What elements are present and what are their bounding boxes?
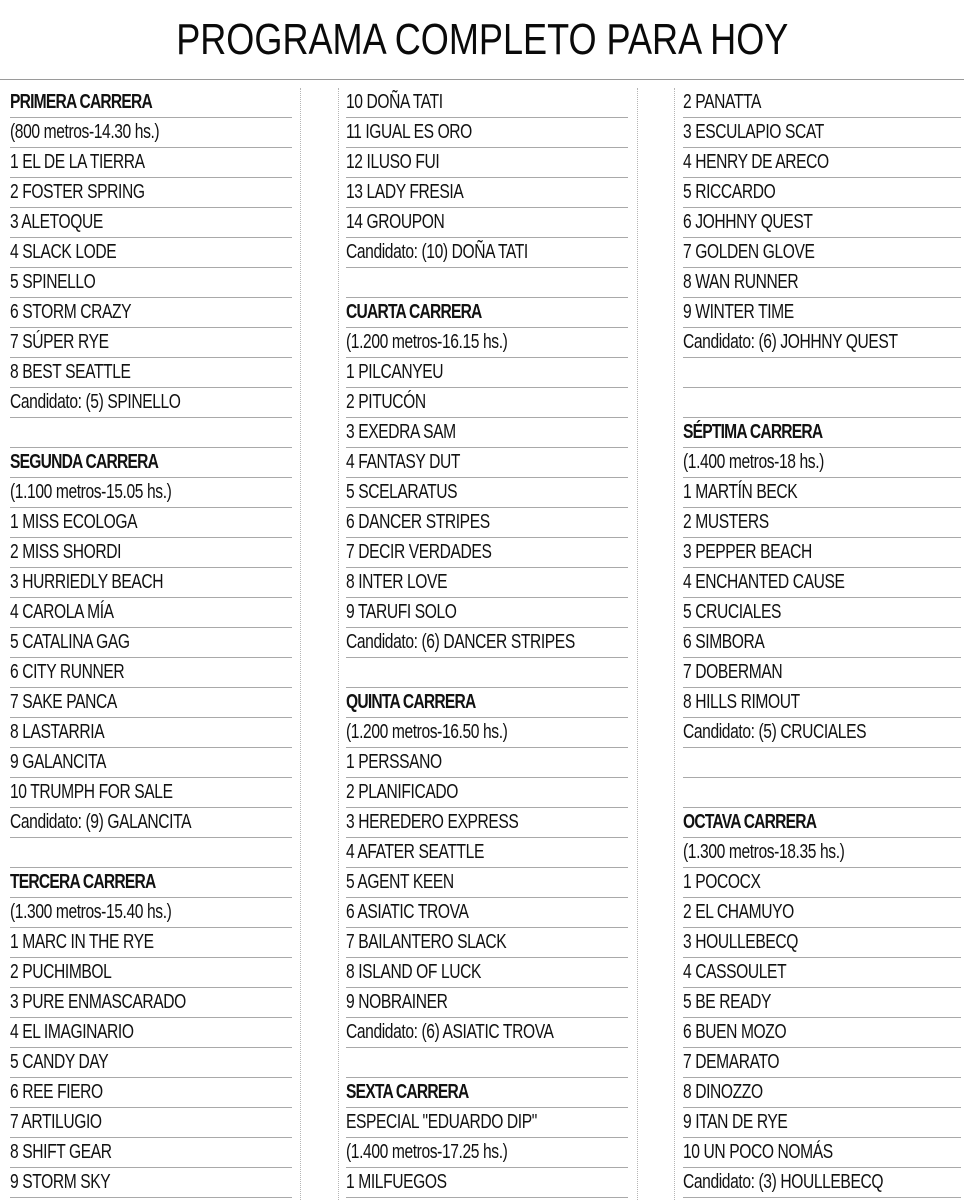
candidate-line (10, 388, 292, 418)
race-details (10, 118, 292, 148)
candidate-line-text: Candidato: (6) DANCER STRIPES (346, 631, 575, 653)
blank-row (683, 778, 961, 808)
entry-row (10, 238, 292, 268)
entry-row (683, 298, 961, 328)
entry-row-text: 6 BUEN MOZO (683, 1021, 787, 1043)
column-divider (637, 88, 638, 1200)
entry-row (10, 988, 292, 1018)
column-divider (674, 88, 675, 1200)
candidate-line (346, 238, 628, 268)
candidate-line (683, 1168, 961, 1198)
entry-row (346, 508, 628, 538)
column-divider (300, 88, 301, 1200)
race-details (10, 898, 292, 928)
entry-row (346, 988, 628, 1018)
entry-row-text: 3 HOULLEBECQ (683, 931, 798, 953)
entry-row (10, 208, 292, 238)
entry-row (10, 1108, 292, 1138)
entry-row-text: 1 MARC IN THE RYE (10, 931, 154, 953)
entry-row (10, 508, 292, 538)
entry-row (10, 1048, 292, 1078)
blank-row (346, 658, 628, 688)
entry-row (346, 568, 628, 598)
entry-row (683, 268, 961, 298)
entry-row (683, 508, 961, 538)
race-details-text: (1.400 metros-17.25 hs.) (346, 1141, 508, 1163)
entry-row (346, 808, 628, 838)
entry-row-text: 4 HENRY DE ARECO (683, 151, 829, 173)
race-heading (10, 868, 292, 898)
entry-row (683, 658, 961, 688)
entry-row (10, 718, 292, 748)
entry-row-text: 6 STORM CRAZY (10, 301, 132, 323)
race-heading-text: SEXTA CARRERA (346, 1081, 469, 1103)
entry-row (346, 868, 628, 898)
blank-row (346, 1048, 628, 1078)
race-heading (683, 418, 961, 448)
entry-row (10, 358, 292, 388)
entry-row (683, 88, 961, 118)
entry-row (346, 118, 628, 148)
entry-row-text: 6 CITY RUNNER (10, 661, 125, 683)
race-details-text: (1.300 metros-18.35 hs.) (683, 841, 845, 863)
entry-row (346, 1108, 628, 1138)
program-column-2 (346, 88, 628, 1198)
entry-row (346, 538, 628, 568)
entry-row-text: 2 MUSTERS (683, 511, 769, 533)
entry-row-text: 9 TARUFI SOLO (346, 601, 457, 623)
entry-row (10, 268, 292, 298)
entry-row-text: 4 CAROLA MÍA (10, 601, 114, 623)
race-details (346, 328, 628, 358)
entry-row (10, 628, 292, 658)
entry-row (683, 958, 961, 988)
entry-row (683, 238, 961, 268)
entry-row-text: 5 CATALINA GAG (10, 631, 130, 653)
race-details (346, 1138, 628, 1168)
candidate-line (10, 808, 292, 838)
entry-row (683, 478, 961, 508)
entry-row (10, 148, 292, 178)
entry-row-text: 2 PITUCÓN (346, 391, 426, 413)
entry-row (683, 178, 961, 208)
entry-row-text: 8 BEST SEATTLE (10, 361, 131, 383)
entry-row (683, 1018, 961, 1048)
entry-row (346, 958, 628, 988)
entry-row-text: 3 ALETOQUE (10, 211, 103, 233)
page-title-bar (0, 0, 964, 80)
entry-row (346, 928, 628, 958)
blank-row (683, 748, 961, 778)
entry-row-text: 9 GALANCITA (10, 751, 106, 773)
entry-row (683, 688, 961, 718)
entry-row-text: 5 SPINELLO (10, 271, 96, 293)
candidate-line (683, 328, 961, 358)
entry-row-text: 2 PLANIFICADO (346, 781, 458, 803)
entry-row (10, 1078, 292, 1108)
entry-row-text: 7 GOLDEN GLOVE (683, 241, 815, 263)
entry-row (10, 178, 292, 208)
candidate-line-text: Candidato: (9) GALANCITA (10, 811, 192, 833)
program-column-3 (683, 88, 961, 1198)
entry-row-text: 1 PILCANYEU (346, 361, 444, 383)
race-heading (10, 448, 292, 478)
race-details (683, 838, 961, 868)
entry-row (10, 1168, 292, 1198)
entry-row-text: 3 PURE ENMASCARADO (10, 991, 186, 1013)
entry-row-text: 2 MISS SHORDI (10, 541, 122, 563)
race-details (683, 448, 961, 478)
entry-row (346, 748, 628, 778)
entry-row (683, 988, 961, 1018)
entry-row (683, 1138, 961, 1168)
entry-row (683, 898, 961, 928)
entry-row (10, 328, 292, 358)
entry-row-text: 2 FOSTER SPRING (10, 181, 145, 203)
entry-row (683, 568, 961, 598)
entry-row (683, 148, 961, 178)
entry-row-text: 6 ASIATIC TROVA (346, 901, 469, 923)
entry-row (346, 388, 628, 418)
entry-row-text: 4 AFATER SEATTLE (346, 841, 484, 863)
candidate-line-text: Candidato: (5) CRUCIALES (683, 721, 867, 743)
entry-row (346, 358, 628, 388)
race-heading (346, 688, 628, 718)
entry-row (683, 868, 961, 898)
entry-row (346, 208, 628, 238)
entry-row-text: 8 HILLS RIMOUT (683, 691, 800, 713)
entry-row (346, 178, 628, 208)
race-details-text: (1.300 metros-15.40 hs.) (10, 901, 172, 923)
candidate-line-text: Candidato: (10) DOÑA TATI (346, 241, 528, 263)
race-details (346, 718, 628, 748)
entry-row-text: 6 JOHHNY QUEST (683, 211, 813, 233)
entry-row (683, 118, 961, 148)
page-title: PROGRAMA COMPLETO PARA HOY (175, 14, 789, 64)
entry-row (346, 838, 628, 868)
entry-row (10, 538, 292, 568)
entry-row-text: 7 DEMARATO (683, 1051, 780, 1073)
race-heading (346, 298, 628, 328)
entry-row-text: 1 MILFUEGOS (346, 1171, 447, 1193)
entry-row-text: 7 ARTILUGIO (10, 1111, 102, 1133)
entry-row-text: 1 EL DE LA TIERRA (10, 151, 145, 173)
entry-row-text: 3 HURRIEDLY BEACH (10, 571, 164, 593)
entry-row-text: 1 POCOCX (683, 871, 761, 893)
entry-row-text: 5 SCELARATUS (346, 481, 458, 503)
entry-row-text: 2 EL CHAMUYO (683, 901, 794, 923)
entry-row (346, 898, 628, 928)
entry-row-text: 6 DANCER STRIPES (346, 511, 490, 533)
entry-row-text: 8 SHIFT GEAR (10, 1141, 112, 1163)
entry-row-text: 9 NOBRAINER (346, 991, 448, 1013)
entry-row-text: 10 UN POCO NOMÁS (683, 1141, 833, 1163)
entry-row (10, 598, 292, 628)
candidate-line (683, 718, 961, 748)
entry-row-text: 4 FANTASY DUT (346, 451, 460, 473)
entry-row (683, 598, 961, 628)
race-details-text: (1.100 metros-15.05 hs.) (10, 481, 172, 503)
entry-row (346, 478, 628, 508)
entry-row-text: 3 PEPPER BEACH (683, 541, 812, 563)
entry-row (10, 748, 292, 778)
entry-row-text: 5 RICCARDO (683, 181, 776, 203)
entry-row-text: 9 WINTER TIME (683, 301, 794, 323)
entry-row-text: 11 IGUAL ES ORO (346, 121, 472, 143)
entry-row-text: 7 SAKE PANCA (10, 691, 117, 713)
entry-row-text: 3 EXEDRA SAM (346, 421, 456, 443)
entry-row-text: 7 DOBERMAN (683, 661, 783, 683)
entry-row (683, 928, 961, 958)
candidate-line-text: Candidato: (3) HOULLEBECQ (683, 1171, 884, 1193)
entry-row-text: 4 EL IMAGINARIO (10, 1021, 134, 1043)
entry-row-text: 6 REE FIERO (10, 1081, 103, 1103)
entry-row-text: 5 CANDY DAY (10, 1051, 109, 1073)
entry-row (346, 88, 628, 118)
column-divider (338, 88, 339, 1200)
entry-row-text: 13 LADY FRESIA (346, 181, 464, 203)
entry-row (683, 538, 961, 568)
race-heading (346, 1078, 628, 1108)
entry-row-text: 8 ISLAND OF LUCK (346, 961, 482, 983)
entry-row (10, 928, 292, 958)
entry-row (346, 598, 628, 628)
entry-row-text: 3 HEREDERO EXPRESS (346, 811, 519, 833)
race-details-text: (1.200 metros-16.50 hs.) (346, 721, 508, 743)
entry-row-text: 8 WAN RUNNER (683, 271, 799, 293)
entry-row (346, 448, 628, 478)
entry-row-text: 3 ESCULAPIO SCAT (683, 121, 824, 143)
candidate-line-text: Candidato: (6) JOHHNY QUEST (683, 331, 898, 353)
entry-row-text: 2 PUCHIMBOL (10, 961, 112, 983)
entry-row (10, 958, 292, 988)
entry-row-text: 1 MARTÍN BECK (683, 481, 798, 503)
entry-row-text: 4 SLACK LODE (10, 241, 117, 263)
entry-row-text: 4 ENCHANTED CAUSE (683, 571, 845, 593)
entry-row-text: 9 STORM SKY (10, 1171, 111, 1193)
race-heading (683, 808, 961, 838)
entry-row-text: 14 GROUPON (346, 211, 445, 233)
entry-row (346, 148, 628, 178)
race-heading-text: QUINTA CARRERA (346, 691, 476, 713)
race-heading-text: PRIMERA CARRERA (10, 91, 152, 113)
entry-row-text: 7 BAILANTERO SLACK (346, 931, 507, 953)
entry-row-text: 8 INTER LOVE (346, 571, 448, 593)
race-details-text: (800 metros-14.30 hs.) (10, 121, 160, 143)
race-details-text: (1.400 metros-18 hs.) (683, 451, 824, 473)
entry-row-text: 1 PERSSANO (346, 751, 442, 773)
blank-row (346, 268, 628, 298)
entry-row (683, 628, 961, 658)
entry-row-text: 5 CRUCIALES (683, 601, 782, 623)
entry-row (10, 568, 292, 598)
entry-row (10, 658, 292, 688)
entry-row-text: 4 CASSOULET (683, 961, 787, 983)
candidate-line (346, 628, 628, 658)
entry-row-text: 5 AGENT KEEN (346, 871, 454, 893)
entry-row-text: 8 DINOZZO (683, 1081, 763, 1103)
entry-row-text: 12 ILUSO FUI (346, 151, 440, 173)
program-column-1 (10, 88, 292, 1198)
entry-row-text: 6 SIMBORA (683, 631, 765, 653)
entry-row-text: 2 PANATTA (683, 91, 761, 113)
race-heading-text: SÉPTIMA CARRERA (683, 421, 823, 443)
entry-row-text: 7 DECIR VERDADES (346, 541, 492, 563)
candidate-line (346, 1018, 628, 1048)
entry-row-text: 5 BE READY (683, 991, 772, 1013)
blank-row (683, 388, 961, 418)
blank-row (683, 358, 961, 388)
entry-row (346, 1168, 628, 1198)
candidate-line-text: Candidato: (5) SPINELLO (10, 391, 181, 413)
race-heading-text: TERCERA CARRERA (10, 871, 156, 893)
race-heading (10, 88, 292, 118)
entry-row-text: 7 SÚPER RYE (10, 331, 109, 353)
entry-row (10, 778, 292, 808)
blank-row (10, 838, 292, 868)
blank-row (10, 418, 292, 448)
entry-row-text: 1 MISS ECOLOGA (10, 511, 138, 533)
entry-row (346, 418, 628, 448)
race-details (10, 478, 292, 508)
entry-row (10, 1138, 292, 1168)
entry-row (346, 778, 628, 808)
entry-row (10, 688, 292, 718)
entry-row (683, 1048, 961, 1078)
entry-row-text: 9 ITAN DE RYE (683, 1111, 788, 1133)
candidate-line-text: Candidato: (6) ASIATIC TROVA (346, 1021, 554, 1043)
entry-row-text: ESPECIAL "EDUARDO DIP" (346, 1111, 537, 1133)
race-heading-text: CUARTA CARRERA (346, 301, 482, 323)
entry-row-text: 10 TRUMPH FOR SALE (10, 781, 173, 803)
race-heading-text: OCTAVA CARRERA (683, 811, 817, 833)
entry-row-text: 8 LASTARRIA (10, 721, 105, 743)
race-details-text: (1.200 metros-16.15 hs.) (346, 331, 508, 353)
entry-row (683, 1108, 961, 1138)
race-heading-text: SEGUNDA CARRERA (10, 451, 159, 473)
entry-row (10, 298, 292, 328)
entry-row (683, 208, 961, 238)
entry-row (10, 1018, 292, 1048)
entry-row (683, 1078, 961, 1108)
entry-row-text: 10 DOÑA TATI (346, 91, 443, 113)
